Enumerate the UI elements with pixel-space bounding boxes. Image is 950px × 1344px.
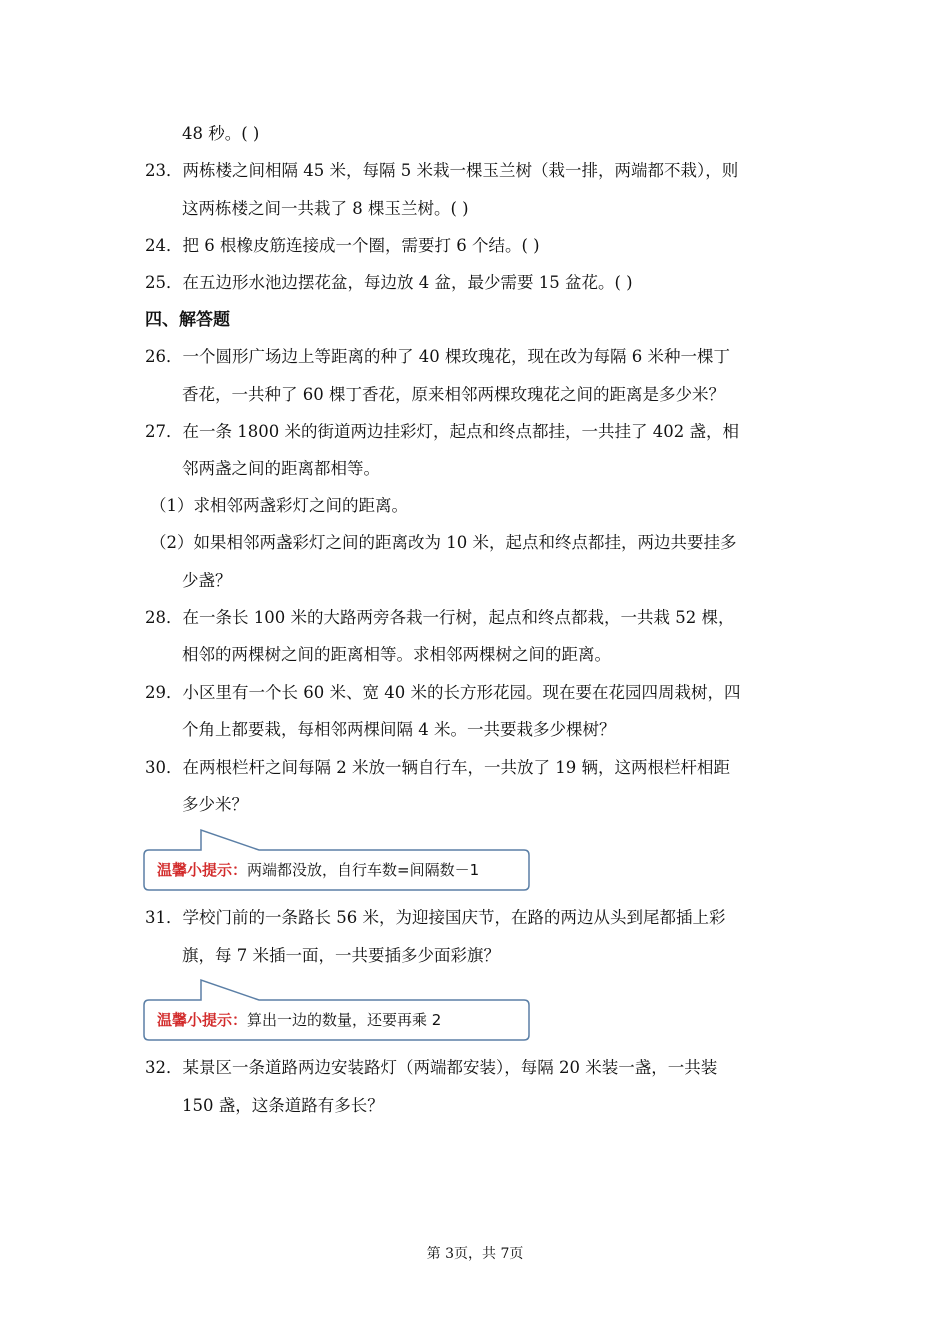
tip-label: 温馨小提示： [157, 1011, 248, 1029]
tip-content: 算出一边的数量，还要再乘 2 [247, 1011, 442, 1029]
q23-line2: 这两栋楼之间一共栽了 8 棵玉兰树。( ) [182, 199, 469, 218]
tip-label: 温馨小提示： [157, 861, 248, 879]
tip-text-1 [157, 849, 479, 891]
q29-line1: 29．小区里有一个长 60 米、宽 40 米的长方形花园。现在要在花园四周栽树，四 [145, 683, 741, 702]
tip-text-2 [157, 999, 441, 1041]
q23-line1: 23．两栋楼之间相隔 45 米，每隔 5 米栽一棵玉兰树（栽一排，两端都不栽），则 [145, 161, 739, 180]
q32-line1: 32．某景区一条道路两边安装路灯（两端都安装），每隔 20 米装一盏，一共装 [145, 1058, 718, 1077]
q27-line1: 27．在一条 1800 米的街道两边挂彩灯，起点和终点都挂，一共挂了 402 盏，相 [145, 422, 739, 441]
q30-line1: 30．在两根栏杆之间每隔 2 米放一辆自行车，一共放了 19 辆，这两根栏杆相距 [145, 758, 730, 777]
page-footer: 第 3页，共 7页 [426, 1246, 524, 1262]
section-heading: 四、解答题 [145, 310, 230, 330]
tip-callout-1 [143, 849, 530, 891]
q27-line2: 邻两盏之间的距离都相等。 [182, 459, 380, 478]
q27-sub2-line2: 少盏？ [182, 571, 232, 590]
q31-line2: 旗，每 7 米插一面，一共要插多少面彩旗？ [182, 946, 500, 965]
q32-line2: 150 盏，这条道路有多长？ [182, 1096, 384, 1115]
q26-line2: 香花，一共种了 60 棵丁香花，原来相邻两棵玫瑰花之间的距离是多少米？ [182, 385, 725, 404]
q31-line1: 31．学校门前的一条路长 56 米，为迎接国庆节，在路的两边从头到尾都插上彩 [145, 908, 726, 927]
q26-line1: 26．一个圆形广场边上等距离的种了 40 棵玫瑰花，现在改为每隔 6 米种一棵丁 [145, 347, 730, 366]
q24: 24．把 6 根橡皮筋连接成一个圈，需要打 6 个结。( ) [145, 236, 540, 255]
tip-content: 两端都没放，自行车数=间隔数－1 [247, 861, 480, 879]
q28-line1: 28．在一条长 100 米的大路两旁各栽一行树，起点和终点都栽，一共栽 52 棵， [145, 608, 735, 627]
q30-line2: 多少米？ [182, 795, 248, 814]
q29-line2: 个角上都要栽，每相邻两棵间隔 4 米。一共要栽多少棵树？ [182, 720, 616, 739]
q27-sub2-line1: （2）如果相邻两盏彩灯之间的距离改为 10 米，起点和终点都挂，两边共要挂多 [150, 533, 737, 552]
tip-callout-2 [143, 999, 530, 1041]
q25: 25．在五边形水池边摆花盆，每边放 4 盆，最少需要 15 盆花。( ) [145, 273, 633, 292]
q28-line2: 相邻的两棵树之间的距离相等。求相邻两棵树之间的距离。 [182, 645, 611, 664]
q22-continuation: 48 秒。( ) [182, 124, 260, 143]
q27-sub1: （1）求相邻两盏彩灯之间的距离。 [150, 496, 408, 515]
